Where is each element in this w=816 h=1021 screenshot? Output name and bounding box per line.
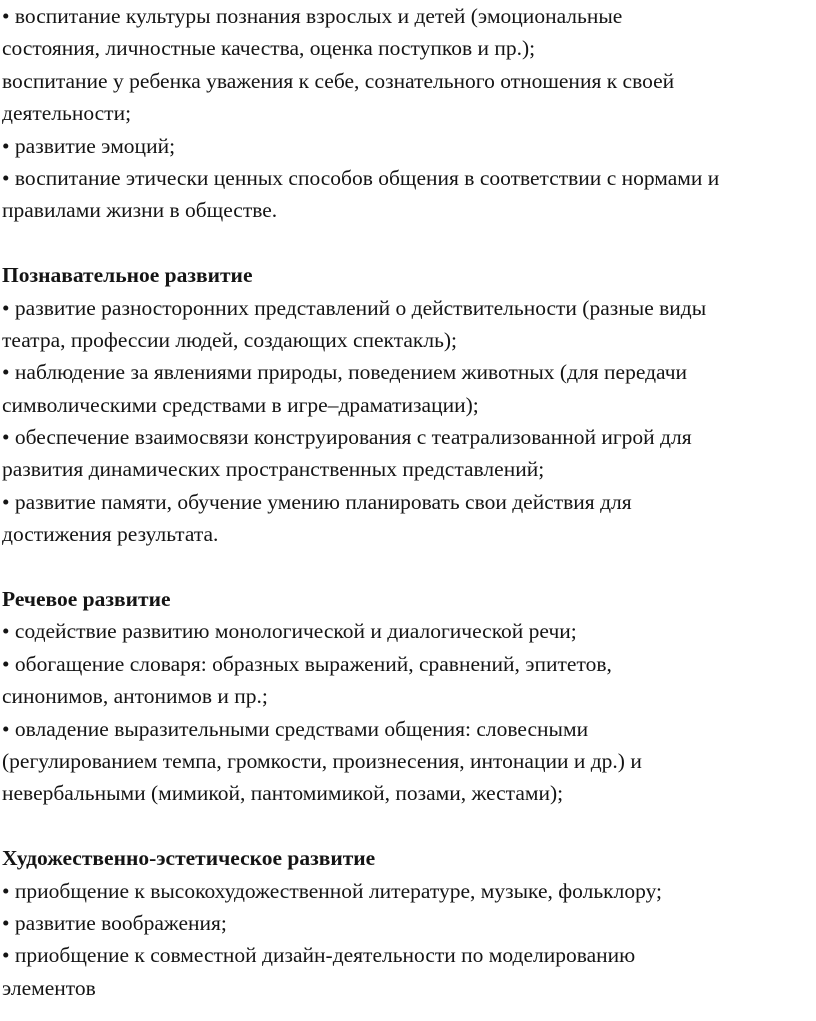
text-line: синонимов, антонимов и пр.; xyxy=(2,684,268,709)
text-line: развития динамических пространственных представлений; xyxy=(2,457,545,482)
text-line: символическими средствами в игре–драматизации); xyxy=(2,392,479,417)
paragraph-gap xyxy=(2,227,816,259)
text-line: • обогащение словаря: образных выражений, сравнений, эпитетов, xyxy=(2,651,612,676)
text-line: • развитие разносторонних представлений о действительности (разные виды xyxy=(2,295,707,320)
text-line: • развитие воображения; xyxy=(2,910,227,935)
text-line: • обеспечение взаимосвязи конструирования с театрализованной игрой для xyxy=(2,425,692,450)
text-line: правилами жизни в обществе. xyxy=(2,198,278,223)
text-line: деятельности; xyxy=(2,101,132,126)
text-line: • развитие эмоций; xyxy=(2,133,176,158)
text-line: достижения результата. xyxy=(2,522,219,547)
text-line: невербальными (мимикой, пантомимикой, позами, жестами); xyxy=(2,781,564,806)
text-line: (регулированием темпа, громкости, произнесения, интонации и др.) и xyxy=(2,748,642,773)
section-heading-speech: Речевое развитие xyxy=(2,587,171,612)
text-line: • приобщение к высокохудожественной литературе, музыке, фольклору; xyxy=(2,878,663,903)
text-line: • содействие развитию монологической и диалогической речи; xyxy=(2,619,577,644)
artistic-section xyxy=(2,842,816,1004)
text-line: • приобщение к совместной дизайн-деятельности по моделированию xyxy=(2,943,636,968)
text-line: элементов xyxy=(2,975,96,1000)
text-line: театра, профессии людей, создающих спектакль); xyxy=(2,327,458,352)
text-line: состояния, личностные качества, оценка поступков и пр.); xyxy=(2,36,536,61)
text-line: • наблюдение за явлениями природы, поведением животных (для передачи xyxy=(2,360,688,385)
intro-section xyxy=(2,0,816,227)
paragraph-gap xyxy=(2,810,816,842)
text-line: • воспитание культуры познания взрослых и детей (эмоциональные xyxy=(2,4,623,28)
text-line: • овладение выразительными средствами общения: словесными xyxy=(2,716,589,741)
text-line: • развитие памяти, обучение умению планировать свои действия для xyxy=(2,489,632,514)
paragraph-gap xyxy=(2,551,816,583)
cognitive-section xyxy=(2,259,816,551)
section-heading-cognitive: Познавательное развитие xyxy=(2,263,253,288)
text-line: • воспитание этически ценных способов общения в соответствии с нормами и xyxy=(2,165,720,190)
text-line: воспитание у ребенка уважения к себе, сознательного отношения к своей xyxy=(2,68,675,93)
section-heading-artistic: Художественно-эстетическое развитие xyxy=(2,846,376,871)
speech-section xyxy=(2,583,816,810)
